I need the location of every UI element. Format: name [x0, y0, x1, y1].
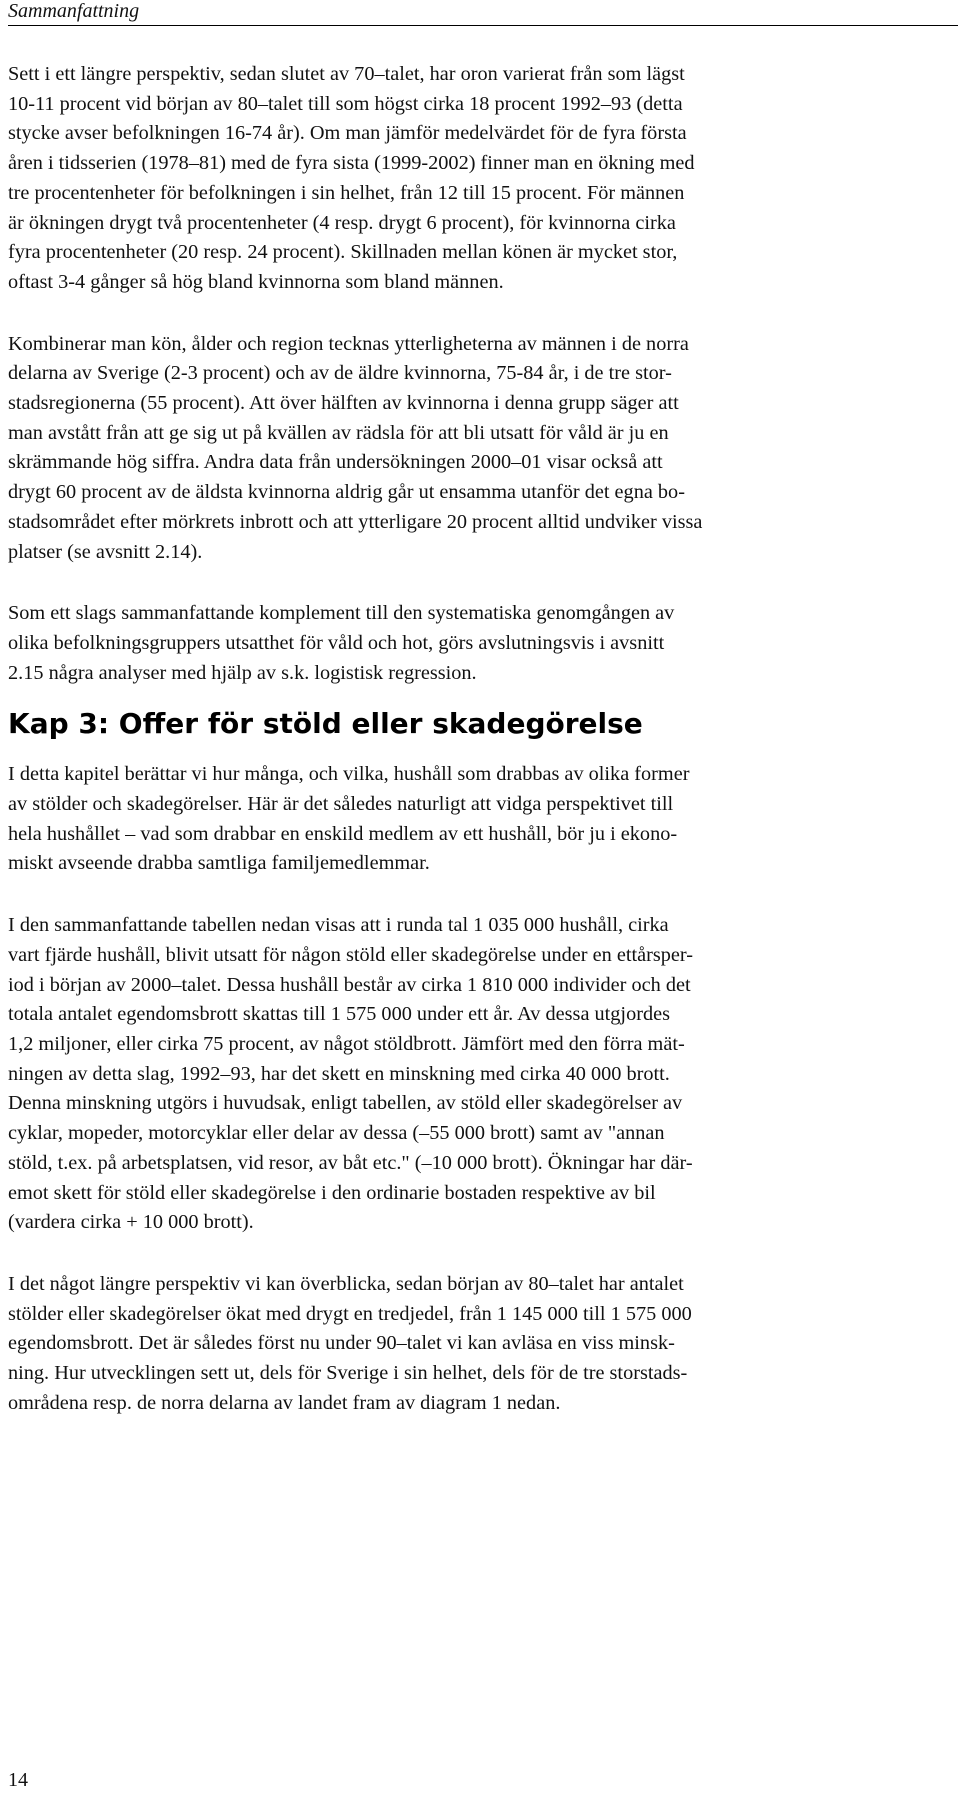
paragraph-spacer	[8, 1238, 948, 1270]
text-line: Kombinerar man kön, ålder och region tecknas ytterligheterna av männen i de norra	[8, 332, 689, 355]
text-line: iod i början av 2000–talet. Dessa hushåll består av cirka 1 810 000 individer och det	[8, 973, 691, 996]
paragraph-logistisk-regression	[8, 599, 948, 688]
text-line: oftast 3-4 gånger så hög bland kvinnorna som bland männen.	[8, 270, 504, 293]
paragraph-langre-perspektiv	[8, 1270, 948, 1419]
text-line: 10-11 procent vid början av 80–talet till som högst cirka 18 procent 1992–93 (detta	[8, 92, 683, 115]
paragraph-spacer	[8, 298, 948, 330]
section-title: Sammanfattning	[8, 0, 140, 22]
page-content	[8, 60, 948, 1418]
text-line: stadsområdet efter mörkrets inbrott och att ytterligare 20 procent alltid undviker vissa	[8, 510, 703, 533]
text-line: Som ett slags sammanfattande komplement till den systematiska genomgången av	[8, 602, 675, 625]
text-line: egendomsbrott. Det är således först nu under 90–talet vi kan avläsa en viss minsk-	[8, 1332, 675, 1355]
paragraph-spacer	[8, 567, 948, 599]
chapter-heading: Kap 3: Offer för stöld eller skadegörelse	[8, 707, 643, 741]
page-number: 14	[8, 1769, 28, 1791]
text-line: man avstått från att ge sig ut på kvällen av rädsla för att bli utsatt för våld är ju en	[8, 421, 669, 444]
paragraph-spacer	[8, 879, 948, 911]
text-line: är ökningen drygt två procentenheter (4 resp. drygt 6 procent), för kvinnorna cirka	[8, 211, 676, 234]
text-line: platser (se avsnitt 2.14).	[8, 540, 203, 563]
text-line: 1,2 miljoner, eller cirka 75 procent, av något stöldbrott. Jämfört med den förra mät-	[8, 1032, 685, 1055]
text-line: (vardera cirka + 10 000 brott).	[8, 1211, 254, 1234]
text-line: ningen av detta slag, 1992–93, har det skett en minskning med cirka 40 000 brott.	[8, 1062, 670, 1085]
text-line: ning. Hur utvecklingen sett ut, dels för Sverige i sin helhet, dels för de tre storstads-	[8, 1362, 688, 1385]
text-line: delarna av Sverige (2-3 procent) och av de äldre kvinnorna, 75-84 år, i de tre stor-	[8, 362, 672, 385]
text-line: områdena resp. de norra delarna av landet fram av diagram 1 nedan.	[8, 1391, 561, 1414]
paragraph-kon-alder-region	[8, 330, 948, 568]
text-line: emot skett för stöld eller skadegörelse i den ordinarie bostaden respektive av bil	[8, 1181, 656, 1204]
text-line: tre procentenheter för befolkningen i sin helhet, från 12 till 15 procent. För männen	[8, 181, 685, 204]
text-line: totala antalet egendomsbrott skattas till 1 575 000 under ett år. Av dessa utgjordes	[8, 1003, 671, 1026]
text-line: I den sammanfattande tabellen nedan visas att i runda tal 1 035 000 hushåll, cirka	[8, 914, 669, 937]
text-line: stadsregionerna (55 procent). Att över hälften av kvinnorna i denna grupp säger att	[8, 392, 679, 415]
text-line: I detta kapitel berättar vi hur många, och vilka, hushåll som drabbas av olika former	[8, 763, 690, 786]
text-line: av stölder och skadegörelser. Här är det således naturligt att vidga perspektivet till	[8, 793, 674, 816]
text-line: stycke avser befolkningen 16-74 år). Om man jämför medelvärdet för de fyra första	[8, 122, 687, 145]
paragraph-oron-perspektiv	[8, 60, 948, 298]
text-line: olika befolkningsgruppers utsatthet för våld och hot, görs avslutningsvis i avsnitt	[8, 631, 665, 654]
text-line: miskt avseende drabba samtliga familjemedlemmar.	[8, 852, 430, 875]
text-line: cyklar, mopeder, motorcyklar eller delar av dessa (–55 000 brott) samt av "annan	[8, 1122, 665, 1145]
running-header	[8, 0, 958, 26]
text-line: skrämmande hög siffra. Andra data från undersökningen 2000–01 visar också att	[8, 451, 663, 474]
text-line: Denna minskning utgörs i huvudsak, enligt tabellen, av stöld eller skadegörelser av	[8, 1092, 683, 1115]
text-line: stöld, t.ex. på arbetsplatsen, vid resor, av båt etc." (–10 000 brott). Ökningar har där-	[8, 1151, 693, 1174]
text-line: vart fjärde hushåll, blivit utsatt för någon stöld eller skadegörelse under en ettårsper-	[8, 943, 693, 966]
paragraph-kapitel-intro	[8, 760, 948, 879]
paragraph-sammanfattande-tabell	[8, 911, 948, 1238]
text-line: fyra procentenheter (20 resp. 24 procent). Skillnaden mellan könen är mycket stor,	[8, 241, 678, 264]
text-line: I det något längre perspektiv vi kan överblicka, sedan början av 80–talet har antalet	[8, 1272, 684, 1295]
text-line: 2.15 några analyser med hjälp av s.k. logistisk regression.	[8, 661, 477, 684]
text-line: hela hushållet – vad som drabbar en enskild medlem av ett hushåll, bör ju i ekono-	[8, 822, 678, 845]
text-line: stölder eller skadegörelser ökat med drygt en tredjedel, från 1 145 000 till 1 575 000	[8, 1302, 692, 1325]
text-line: Sett i ett längre perspektiv, sedan slutet av 70–talet, har oron varierat från som lägst	[8, 63, 685, 85]
text-line: åren i tidsserien (1978–81) med de fyra sista (1999-2002) finner man en ökning med	[8, 152, 695, 175]
text-line: drygt 60 procent av de äldsta kvinnorna aldrig går ut ensamma utanför det egna bo-	[8, 481, 685, 504]
